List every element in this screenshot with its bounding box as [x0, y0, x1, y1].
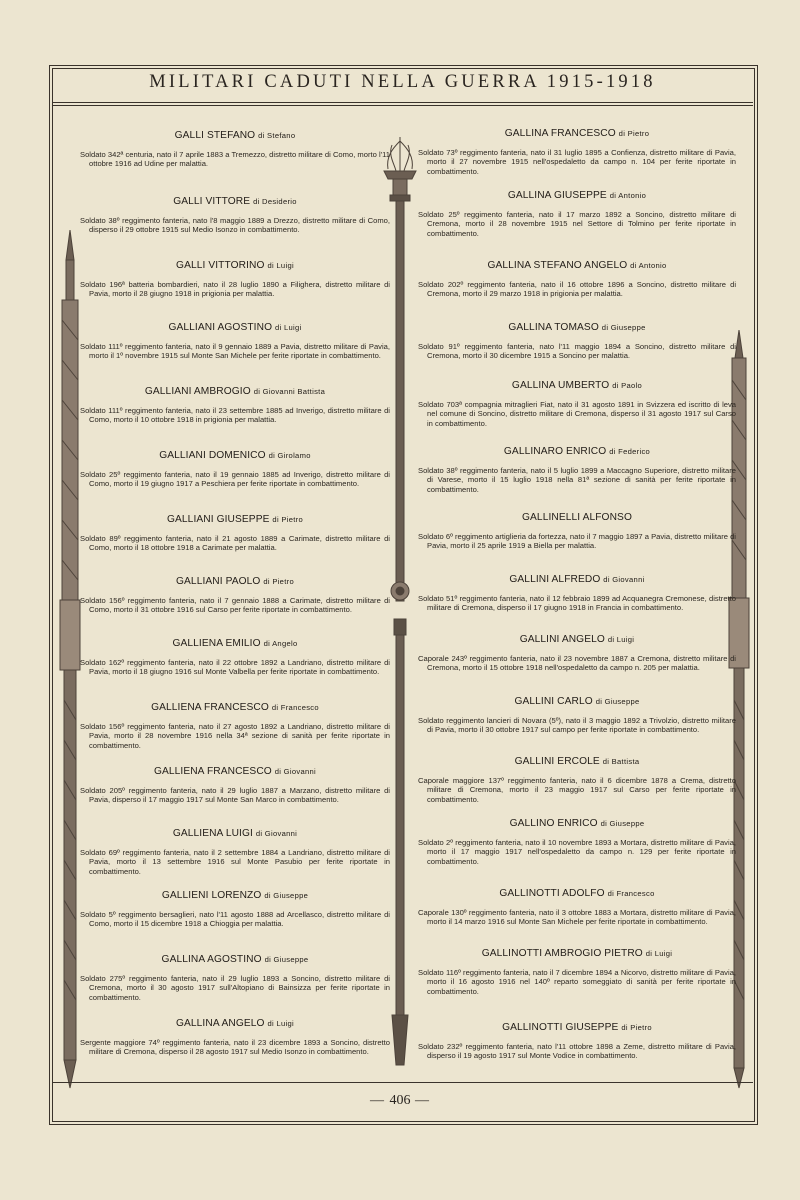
soldier-surname: GALLI VITTORINO	[176, 260, 265, 271]
soldier-name	[80, 260, 390, 271]
service-record-text: Soldato 205º reggimento fanteria, nato il 29 luglio 1887 a Marzano, distretto militare di Pavia, disperso il 17 maggio 1917 sul Monte San Marco in combattimento.	[80, 786, 390, 805]
father-name: di Giuseppe	[600, 819, 645, 828]
father-name: di Paolo	[612, 381, 643, 390]
father-name: di Giovanni	[603, 575, 645, 584]
service-record-text: Soldato 156º reggimento fanteria, nato il 27 agosto 1892 a Landriano, distretto militare di Pavia, morto il 28 novembre 1916 nella 34ª sezione di sanità per ferite riportate in combattimento.	[80, 722, 390, 750]
service-record-text: Soldato 275º reggimento fanteria, nato il 29 luglio 1893 a Soncino, distretto militare di Cremona, morto il 30 agosto 1917 sull'Altopiano di Bainsizza per ferite riportate in combattimento.	[80, 974, 390, 1002]
father-name: di Pietro	[621, 1023, 652, 1032]
soldier-surname: GALLIENA LUIGI	[172, 828, 253, 839]
soldier-surname: GALLINI ALFREDO	[509, 574, 601, 585]
soldier-name	[80, 130, 390, 141]
roll-entry	[80, 1018, 390, 1057]
roll-entry	[80, 196, 390, 235]
soldier-surname: GALLINOTTI ADOLFO	[499, 888, 605, 899]
soldier-name	[418, 948, 736, 959]
header-rule	[52, 102, 753, 103]
header-rule-double	[52, 105, 753, 106]
service-record-text: Soldato 6º reggimento artiglieria da fortezza, nato il 7 maggio 1897 a Pavia, distretto militare di Pavia, morto il 25 aprile 1919 a Biella per malattia.	[418, 532, 736, 551]
service-record	[80, 280, 390, 299]
service-record	[418, 210, 736, 238]
service-record-text: Caporale maggiore 137º reggimento fanteria, nato il 6 dicembre 1878 a Crema, distretto militare di Cremona, morto il 23 maggio 1917 sul Carso per ferite riportate in combattimento.	[418, 776, 736, 804]
soldier-surname: GALLINA ANGELO	[175, 1018, 265, 1029]
soldier-surname: GALLIENA FRANCESCO	[151, 702, 269, 713]
roll-entry	[80, 260, 390, 299]
soldier-name	[80, 766, 390, 777]
service-record-text: Soldato 232º reggimento fanteria, nato l'11 ottobre 1898 a Zeme, distretto militare di Pavia, disperso il 19 agosto 1917 sul Monte Vodice in combattimento.	[418, 1042, 736, 1061]
father-name: di Pietro	[272, 515, 303, 524]
service-record	[418, 968, 736, 996]
soldier-surname: GALLIANI GIUSEPPE	[167, 514, 270, 525]
service-record-text: Sergente maggiore 74º reggimento fanteria, nato il 23 dicembre 1893 a Soncino, distretto militare di Cremona, disperso il 28 agosto 1917 sul Medio Isonzo in combattimento.	[80, 1038, 390, 1057]
service-record	[418, 1042, 736, 1061]
page-number: 406	[389, 1093, 411, 1108]
soldier-surname: GALLIANI AMBROGIO	[144, 386, 251, 397]
roll-entry	[80, 386, 390, 425]
soldier-name	[80, 576, 390, 587]
roll-entry	[80, 828, 390, 876]
service-record	[80, 406, 390, 425]
soldier-name	[80, 954, 390, 965]
service-record	[80, 216, 390, 235]
soldier-name	[80, 890, 390, 901]
service-record	[418, 594, 736, 613]
father-name: di Giuseppe	[595, 697, 640, 706]
soldier-name	[418, 1022, 736, 1033]
service-record-text: Soldato reggimento lancieri di Novara (5º), nato il 3 maggio 1892 a Trivolzio, distretto militare di Pavia, morto il 30 ottobre 1917 sul campo per ferite riportate in combattimento.	[418, 716, 736, 735]
father-name: di Francesco	[271, 703, 319, 712]
father-name: di Desiderio	[253, 197, 297, 206]
roll-entry	[80, 130, 390, 169]
soldier-name	[80, 386, 390, 397]
soldier-surname: GALLINARO ENRICO	[503, 446, 607, 457]
roll-entry	[80, 576, 390, 615]
footer-rule	[52, 1082, 753, 1083]
service-record-text: Soldato 196ª batteria bombardieri, nato il 28 luglio 1890 a Filighera, distretto militare di Pavia, morto il 28 giugno 1918 in prigionia per malattia.	[80, 280, 390, 299]
service-record	[418, 148, 736, 176]
service-record-text: Soldato 25º reggimento fanteria, nato il 19 gennaio 1885 ad Inverigo, distretto militare di Como, morto il 19 giugno 1917 a Peschiera per ferite riportate in combattimento.	[80, 470, 390, 489]
roll-entry	[418, 574, 736, 613]
father-name: di Antonio	[609, 191, 647, 200]
father-name: di Luigi	[275, 323, 302, 332]
service-record	[418, 342, 736, 361]
soldier-name	[418, 380, 736, 391]
soldier-name	[80, 828, 390, 839]
roll-entry	[418, 888, 736, 927]
soldier-name	[418, 322, 736, 333]
roll-entry	[418, 190, 736, 238]
father-name: di Giovanni Battista	[253, 387, 326, 396]
soldier-surname: GALLINOTTI GIUSEPPE	[502, 1022, 619, 1033]
soldier-surname: GALLINI ANGELO	[519, 634, 605, 645]
service-record-text: Soldato 342ª centuria, nato il 7 aprile 1883 a Tremezzo, distretto militare di Como, morto l'11 ottobre 1916 ad Udine per malattia.	[80, 150, 390, 169]
father-name: di Girolamo	[268, 451, 311, 460]
soldier-name	[80, 196, 390, 207]
soldier-surname: GALLINI ERCOLE	[514, 756, 600, 767]
soldier-surname: GALLIENA EMILIO	[172, 638, 261, 649]
roll-entry	[418, 696, 736, 735]
page-number-dash: —	[370, 1093, 390, 1108]
father-name: di Giuseppe	[264, 955, 309, 964]
roll-entry	[418, 322, 736, 361]
service-record	[80, 596, 390, 615]
soldier-surname: GALLINO ENRICO	[509, 818, 598, 829]
page-number-dash: —	[410, 1093, 430, 1108]
soldier-surname: GALLINI CARLO	[514, 696, 593, 707]
soldier-name	[80, 514, 390, 525]
soldier-name	[418, 574, 736, 585]
service-record-text: Soldato 25º reggimento fanteria, nato il 17 marzo 1892 a Soncino, distretto militare di Cremona, morto il 28 novembre 1915 nel Settore di Tolmino per ferite riportate in combattimento.	[418, 210, 736, 238]
service-record-text: Soldato 202º reggimento fanteria, nato il 16 ottobre 1896 a Soncino, distretto militare di Cremona, morto il 29 marzo 1918 in prigionia per malattia.	[418, 280, 736, 299]
soldier-surname: GALLI VITTORE	[173, 196, 251, 207]
soldier-surname: GALLINA AGOSTINO	[161, 954, 262, 965]
service-record	[418, 838, 736, 866]
roll-entry	[80, 514, 390, 553]
roll-entry	[418, 818, 736, 866]
soldier-name	[80, 702, 390, 713]
soldier-name	[418, 818, 736, 829]
service-record-text: Soldato 703ª compagnia mitraglieri Fiat, nato il 31 agosto 1891 in Svizzera ed iscritto di leva nel comune di Soncino, distretto militare di Cremona, disperso il 31 agosto 1917 sul Carso in combattimento.	[418, 400, 736, 428]
soldier-surname: GALLINA FRANCESCO	[504, 128, 616, 139]
service-record-text: Soldato 162º reggimento fanteria, nato il 22 ottobre 1892 a Landriano, distretto militare di Pavia, morto il 18 giugno 1916 sul Monte Valbella per ferite riportate in combattimento.	[80, 658, 390, 677]
soldier-name	[418, 888, 736, 899]
soldier-surname: GALLIANI AGOSTINO	[168, 322, 273, 333]
father-name: di Giuseppe	[601, 323, 646, 332]
service-record-text: Soldato 38º reggimento fanteria, nato il 5 luglio 1899 a Maccagno Superiore, distretto militare di Varese, morto il 15 luglio 1918 nella 81ª sezione di sanità per ferite riportate in combattimento.	[418, 466, 736, 494]
father-name: di Luigi	[267, 1019, 294, 1028]
soldier-name	[418, 190, 736, 201]
soldier-name	[418, 446, 736, 457]
page-number-line	[0, 1093, 800, 1109]
service-record-text: Soldato 69º reggimento fanteria, nato il 2 settembre 1884 a Landriano, distretto militare di Pavia, morto il 13 settembre 1916 sul Monte Pasubio per ferite riportate in combattimento.	[80, 848, 390, 876]
soldier-surname: GALLIENI LORENZO	[161, 890, 262, 901]
soldier-name	[80, 450, 390, 461]
roll-entry	[418, 634, 736, 673]
roll-entry	[418, 512, 736, 551]
soldier-name	[418, 260, 736, 271]
service-record-text: Soldato 5º reggimento bersaglieri, nato l'11 agosto 1888 ad Arcellasco, distretto militare di Como, morto il 15 dicembre 1918 a Chioggia per malattia.	[80, 910, 390, 929]
father-name: di Giuseppe	[264, 891, 309, 900]
service-record-text: Soldato 156º reggimento fanteria, nato il 7 gennaio 1888 a Carimate, distretto militare di Como, morto il 31 ottobre 1916 sul Carso per ferite riportate in combattimento.	[80, 596, 390, 615]
soldier-surname: GALLINELLI ALFONSO	[522, 512, 632, 523]
father-name: di Luigi	[607, 635, 635, 644]
soldier-surname: GALLINA UMBERTO	[511, 380, 610, 391]
father-name: di Luigi	[645, 949, 673, 958]
soldier-name	[418, 634, 736, 645]
roll-entry	[418, 948, 736, 996]
roll-entry	[80, 954, 390, 1002]
soldier-name	[80, 1018, 390, 1029]
service-record	[80, 342, 390, 361]
soldier-surname: GALLIENA FRANCESCO	[153, 766, 272, 777]
soldier-name	[80, 322, 390, 333]
service-record-text: Soldato 51º reggimento fanteria, nato il 12 febbraio 1899 ad Acquanegra Cremonese, distretto militare di Cremona, disperso il 17 giugno 1918 in Francia in combattimento.	[418, 594, 736, 613]
service-record	[80, 470, 390, 489]
service-record	[80, 1038, 390, 1057]
father-name: di Federico	[609, 447, 651, 456]
service-record-text: Soldato 73º reggimento fanteria, nato il 31 luglio 1895 a Confienza, distretto militare di Pavia, morto il 27 novembre 1915 nell'ospedaletto da campo n. 104 per ferite riportate in combattimento.	[418, 148, 736, 176]
service-record	[80, 848, 390, 876]
service-record-text: Caporale 130º reggimento fanteria, nato il 3 ottobre 1883 a Mortara, distretto militare di Pavia, morto il 14 marzo 1916 sul Monte San Michele per ferite riportate in combattimento.	[418, 908, 736, 927]
father-name: di Battista	[602, 757, 640, 766]
service-record	[418, 532, 736, 551]
roll-entry	[418, 446, 736, 494]
soldier-name	[418, 756, 736, 767]
service-record	[418, 716, 736, 735]
service-record	[80, 974, 390, 1002]
roll-entry	[80, 450, 390, 489]
roll-entry	[80, 322, 390, 361]
service-record	[80, 534, 390, 553]
service-record	[418, 280, 736, 299]
soldier-surname: GALLIANI DOMENICO	[159, 450, 266, 461]
soldier-name	[418, 512, 736, 523]
father-name: di Angelo	[263, 639, 298, 648]
roll-entry	[418, 756, 736, 804]
soldier-surname: GALLIANI PAOLO	[176, 576, 261, 587]
service-record	[418, 466, 736, 494]
service-record	[418, 400, 736, 428]
soldier-name	[418, 696, 736, 707]
father-name: di Pietro	[263, 577, 294, 586]
service-record	[80, 658, 390, 677]
soldier-surname: GALLINOTTI AMBROGIO PIETRO	[481, 948, 643, 959]
service-record-text: Soldato 111º reggimento fanteria, nato il 23 settembre 1885 ad Inverigo, distretto militare di Como, morto il 10 ottobre 1918 in prigionia per malattia.	[80, 406, 390, 425]
service-record	[418, 654, 736, 673]
service-record-text: Soldato 89º reggimento fanteria, nato il 21 agosto 1889 a Carimate, distretto militare di Como, morto il 18 ottobre 1918 a Carimate per malattia.	[80, 534, 390, 553]
service-record-text: Soldato 116º reggimento fanteria, nato il 7 dicembre 1894 a Nicorvo, distretto militare di Pavia, morto il 16 agosto 1916 nel 140º reparto someggiato di sanità per ferite riportate in combattimento.	[418, 968, 736, 996]
roll-entry	[418, 380, 736, 428]
service-record-text: Soldato 38º reggimento fanteria, nato l'8 maggio 1889 a Drezzo, distretto militare di Como, disperso il 29 ottobre 1915 sul Medio Isonzo in combattimento.	[80, 216, 390, 235]
soldier-surname: GALLI STEFANO	[174, 130, 256, 141]
soldier-name	[418, 128, 736, 139]
service-record	[418, 776, 736, 804]
father-name: di Pietro	[618, 129, 650, 138]
service-record	[80, 910, 390, 929]
father-name: di Francesco	[607, 889, 655, 898]
service-record-text: Soldato 2º reggimento fanteria, nato il 10 novembre 1893 a Mortara, distretto militare di Pavia, morto il 17 maggio 1917 nell'ospedaletto da campo n. 129 per ferite riportate in combattimento.	[418, 838, 736, 866]
soldier-name	[80, 638, 390, 649]
soldier-surname: GALLINA GIUSEPPE	[507, 190, 607, 201]
father-name: di Giovanni	[255, 829, 298, 838]
roll-entry	[80, 702, 390, 750]
service-record-text: Soldato 111º reggimento fanteria, nato il 9 gennaio 1889 a Pavia, distretto militare di Pavia, morto il 1º novembre 1915 sul Monte San Michele per ferite riportate in combattimento.	[80, 342, 390, 361]
father-name: di Antonio	[630, 261, 667, 270]
service-record	[80, 722, 390, 750]
father-name: di Luigi	[267, 261, 294, 270]
service-record	[80, 786, 390, 805]
service-record	[418, 908, 736, 927]
service-record-text: Soldato 91º reggimento fanteria, nato l'11 maggio 1894 a Soncino, distretto militare di Cremona, morto il 30 dicembre 1915 a Soncino per malattia.	[418, 342, 736, 361]
roll-entry	[80, 638, 390, 677]
roll-entry	[418, 260, 736, 299]
roll-entry	[418, 128, 736, 176]
service-record-text: Caporale 243º reggimento fanteria, nato il 23 novembre 1887 a Cremona, distretto militare di Cremona, morto il 15 ottobre 1918 nell'ospedaletto da campo n. 205 per malattia.	[418, 654, 736, 673]
roll-entry	[418, 1022, 736, 1061]
service-record	[80, 150, 390, 169]
father-name: di Stefano	[258, 131, 296, 140]
roll-entry	[80, 766, 390, 805]
soldier-surname: GALLINA STEFANO ANGELO	[487, 260, 628, 271]
father-name: di Giovanni	[274, 767, 317, 776]
soldier-surname: GALLINA TOMASO	[508, 322, 599, 333]
roll-entry	[80, 890, 390, 929]
page-title: MILITARI CADUTI NELLA GUERRA 1915-1918	[149, 72, 656, 92]
